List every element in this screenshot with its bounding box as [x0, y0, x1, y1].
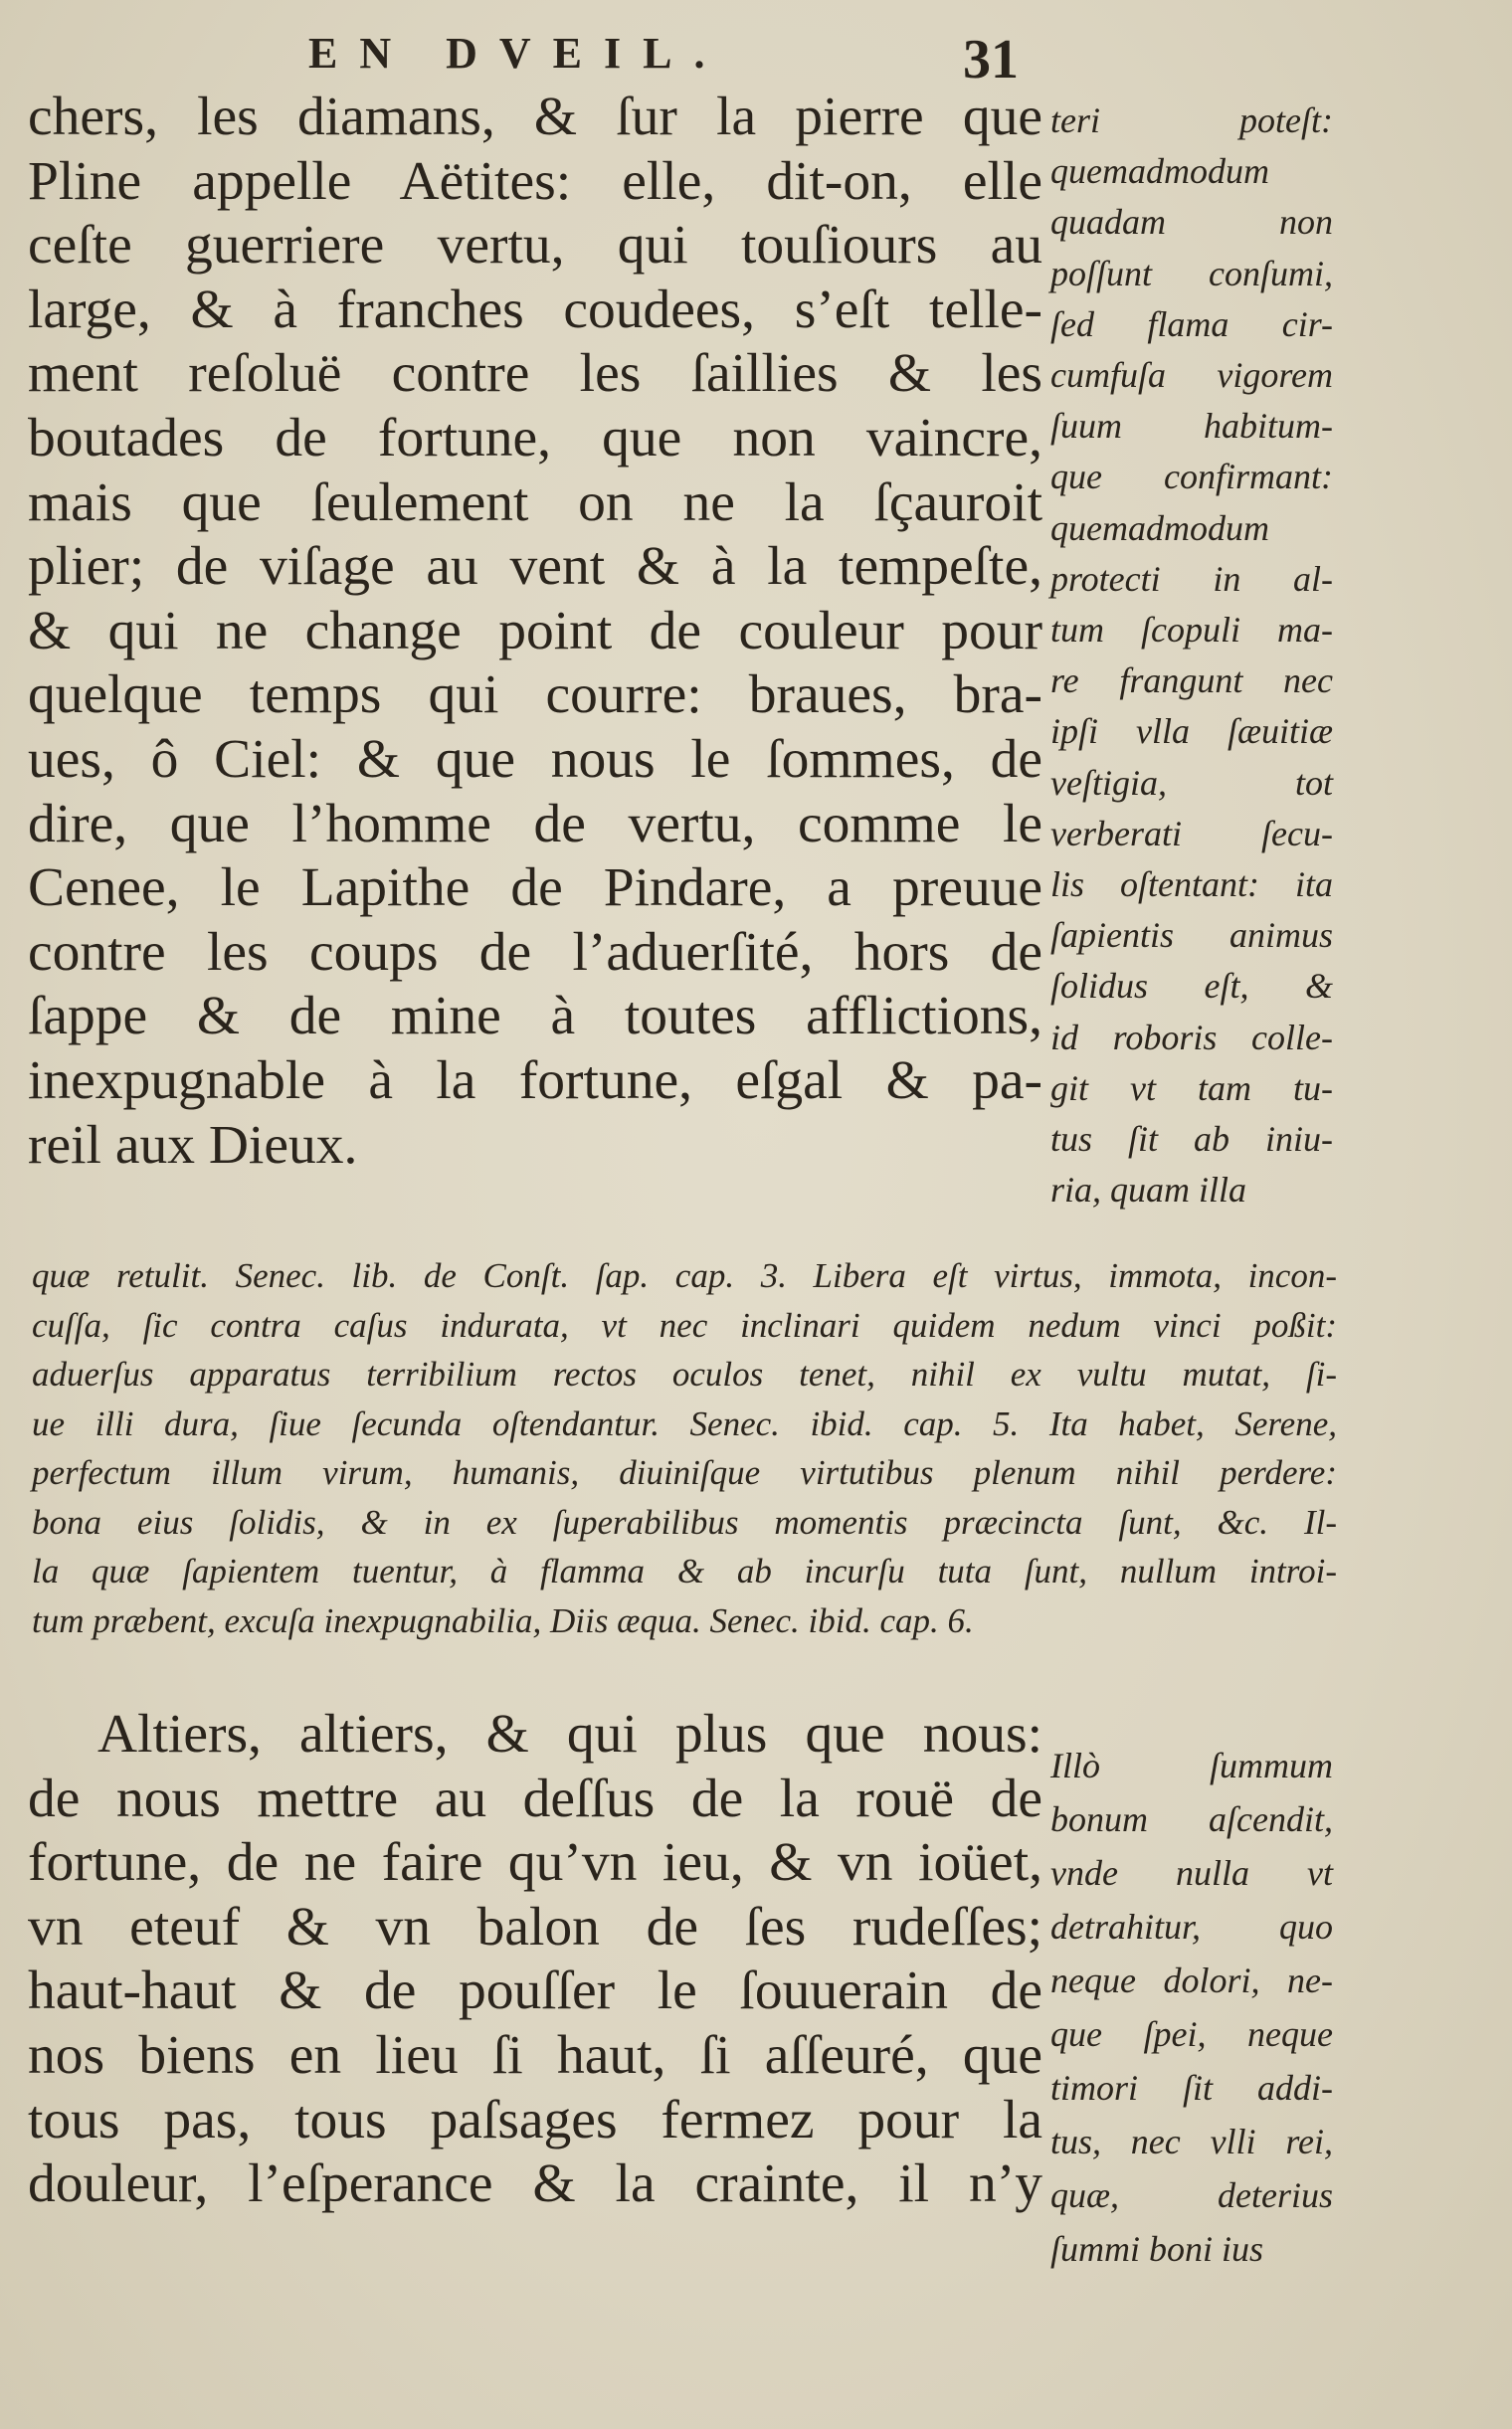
- margin-line: cumfuſa vigorem: [1050, 355, 1333, 396]
- footnote-line: quæ retulit. Senec. lib. de Conſt. ſap. cap. 3. Libera eſt virtus, immota, incon-: [32, 1256, 1337, 1295]
- text-line: contre les coups de l’aduerſité, hors de: [28, 921, 1042, 983]
- footnote-line: tum præbent, excuſa inexpugnabilia, Diis æqua. Senec. ibid. cap. 6.: [32, 1600, 974, 1640]
- margin-line: ria, quam illa: [1050, 1170, 1247, 1211]
- margin-line: lis oſtentant: ita: [1050, 864, 1333, 905]
- running-head: EN DVEIL.: [308, 29, 727, 78]
- text-line: ceſte guerriere vertu, qui touſiours au: [28, 215, 1042, 277]
- text-line: Altiers, altiers, & qui plus que nous:: [97, 1704, 1042, 1765]
- margin-line: ſolidus eſt, &: [1050, 966, 1333, 1007]
- margin-line: que confirmant:: [1050, 457, 1333, 497]
- margin-line: quæ, deterius: [1050, 2175, 1333, 2215]
- text-line: ment reſoluë contre les ſaillies & les: [28, 343, 1042, 405]
- text-line: reil aux Dieux.: [28, 1114, 358, 1176]
- margin-line: veſtigia, tot: [1050, 762, 1333, 803]
- margin-line: quemadmodum: [1050, 507, 1269, 548]
- margin-line: Illò ſummum: [1050, 1746, 1333, 1785]
- text-line: haut-haut & de pouſſer le ſouuerain de: [28, 1961, 1042, 2022]
- margin-line: tus ſit ab iniu-: [1050, 1119, 1333, 1160]
- text-line: nos biens en lieu ſi haut, ſi aſſeuré, que: [28, 2024, 1042, 2086]
- margin-line: teri poteſt:: [1050, 100, 1333, 140]
- margin-line: detrahitur, quo: [1050, 1907, 1333, 1947]
- text-line: Pline appelle Aëtites: elle, dit-on, elle: [28, 150, 1042, 212]
- margin-line: ſed flama cir-: [1050, 303, 1333, 344]
- page-number: 31: [963, 29, 1019, 91]
- text-line: ues, ô Ciel: & que nous le ſommes, de: [28, 728, 1042, 790]
- main-text-bottom: [28, 1703, 1042, 2217]
- margin-line: poſſunt conſumi,: [1050, 253, 1333, 293]
- margin-line: que ſpei, neque: [1050, 2014, 1333, 2054]
- margin-line: quemadmodum: [1050, 151, 1269, 192]
- text-line: chers, les diamans, & ſur la pierre que: [28, 87, 1042, 147]
- text-line: fortune, de ne faire qu’vn ieu, & vn ioüet,: [28, 1832, 1042, 1894]
- text-line: vn eteuf & vn balon de ſes rudeſſes;: [28, 1896, 1042, 1958]
- text-line: boutades de fortune, que non vaincre,: [28, 407, 1042, 468]
- text-line: large, & à franches coudees, s’eſt telle-: [28, 279, 1042, 340]
- text-line: & qui ne change point de couleur pour: [28, 600, 1042, 661]
- text-line: ſappe & de mine à toutes afflictions,: [28, 986, 1042, 1047]
- margin-line: re frangunt nec: [1050, 660, 1333, 701]
- marginal-note-top: [1050, 95, 1333, 1215]
- margin-line: bonum aſcendit,: [1050, 1799, 1333, 1839]
- text-line: tous pas, tous paſsages fermez pour la: [28, 2089, 1042, 2150]
- margin-line: vnde nulla vt: [1050, 1853, 1333, 1893]
- footnote-line: cuſſa, ſic contra caſus indurata, vt nec inclinari quidem nedum vinci poßit:: [32, 1305, 1337, 1345]
- margin-line: verberati ſecu-: [1050, 813, 1333, 853]
- text-line: inexpugnable à la fortune, eſgal & pa-: [28, 1049, 1042, 1111]
- margin-line: quadam non: [1050, 202, 1333, 243]
- margin-line: tus, nec vlli rei,: [1050, 2122, 1333, 2161]
- margin-line: ipſi vlla ſæuitiæ: [1050, 711, 1333, 752]
- text-line: de nous mettre au deſſus de la rouë de: [28, 1768, 1042, 1829]
- footnote-line: aduerſus apparatus terribilium rectos oculos tenet, nihil ex vultu mutat, ſi-: [32, 1355, 1337, 1394]
- margin-line: ſummi boni ius: [1050, 2229, 1264, 2269]
- text-line: douleur, l’eſperance & la crainte, il n’y: [28, 2153, 1042, 2215]
- margin-line: id roboris colle-: [1050, 1017, 1333, 1057]
- margin-line: timori ſit addi-: [1050, 2068, 1333, 2108]
- footnote-line: la quæ ſapientem tuentur, à flamma & ab incurſu tuta ſunt, nullum introi-: [32, 1552, 1337, 1590]
- footnote-line: perfectum illum virum, humanis, diuiniſque virtutibus plenum nihil perdere:: [32, 1453, 1337, 1492]
- margin-line: neque dolori, ne-: [1050, 1961, 1333, 2000]
- margin-line: tum ſcopuli ma-: [1050, 610, 1333, 651]
- text-line: mais que ſeulement on ne la ſçauroit: [28, 471, 1042, 533]
- text-line: quelque temps qui courre: braues, bra-: [28, 664, 1042, 726]
- footnote-line: bona eius ſolidis, & in ex ſuperabilibus momentis præcincta ſunt, &c. Il-: [32, 1502, 1337, 1542]
- margin-line: git vt tam tu-: [1050, 1067, 1333, 1108]
- main-text-top: [28, 86, 1042, 1178]
- footnote-block: [32, 1251, 1337, 1645]
- margin-line: ſapientis animus: [1050, 915, 1333, 956]
- marginal-note-bottom: [1050, 1739, 1333, 2276]
- text-line: Cenee, le Lapithe de Pindare, a preuue: [28, 857, 1042, 919]
- footnote-line: ue illi dura, ſiue ſecunda oſtendantur. Senec. ibid. cap. 5. Ita habet, Serene,: [32, 1403, 1337, 1443]
- margin-line: protecti in al-: [1050, 558, 1333, 599]
- text-line: dire, que l’homme de vertu, comme le: [28, 793, 1042, 854]
- margin-line: ſuum habitum-: [1050, 406, 1333, 447]
- text-line: plier; de viſage au vent & à la tempeſte,: [28, 536, 1042, 598]
